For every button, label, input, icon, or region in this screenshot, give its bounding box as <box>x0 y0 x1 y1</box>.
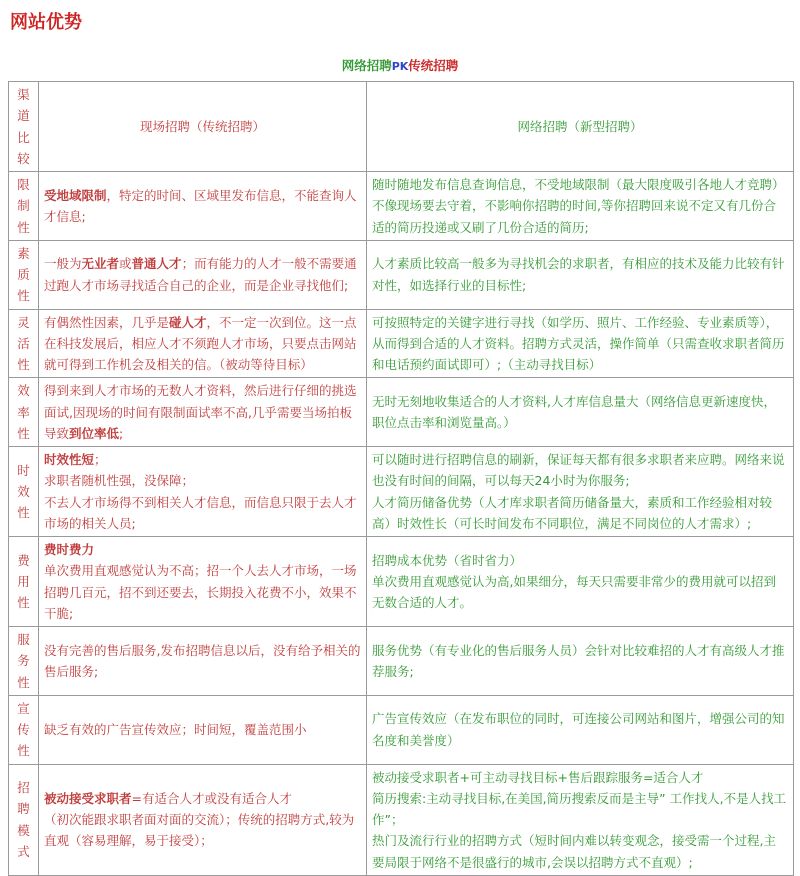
channel-header: 渠 道 比 较 <box>9 82 39 172</box>
online-cell: 无时无刻地收集适合的人才资料,人才库信息量大（网络信息更新速度快，职位点击率和浏览量高。） <box>367 378 794 447</box>
table-row <box>9 764 794 875</box>
table-row <box>9 240 794 309</box>
online-cell: 随时随地发布信息查询信息，不受地域限制（最大限度吸引各地人才竞聘）不像现场要去守着，不影响你招聘的时间,等你招聘回来说不定又有几份合适的简历投递或又刷了几份合适的简历; <box>367 172 794 241</box>
online-cell: 人才素质比较高一般多为寻找机会的求职者，有相应的技术及能力比较有针对性，如选择行业的目标性; <box>367 240 794 309</box>
table-row <box>9 627 794 696</box>
traditional-cell: 被动接受求职者=有适合人才或没有适合人才 （初次能跟求职者面对面的交流）；传统的招聘方式,较为直观（容易理解，易于接受）； <box>39 764 367 875</box>
online-cell: 服务优势（有专业化的售后服务人员）会针对比较难招的人才有高级人才推荐服务; <box>367 627 794 696</box>
header-row <box>9 82 794 172</box>
table-row <box>9 309 794 378</box>
row-label: 限 制 性 <box>9 172 39 241</box>
online-cell: 被动接受求职者+可主动寻找目标+售后跟踪服务=适合人才 简历搜索:主动寻找目标,在美国,简历搜索反而是主导” 工作找人,不是人找工作”； 热门及流行行业的招聘方式（短时间内难以转变观念，接受需一个过程,主要局限于网络不是很盛行的城市,会误以招聘方式不直观）; <box>367 764 794 875</box>
row-label: 素 质 性 <box>9 240 39 309</box>
table-row <box>9 537 794 627</box>
traditional-cell: 费时费力 单次费用直观感觉认为不高；招一个人去人才市场，一场招聘几百元，招不到还要去，长期投入花费不小，效果不干脆; <box>39 537 367 627</box>
traditional-cell: 一般为无业者或普通人才；而有能力的人才一般不需要通过跑人才市场寻找适合自己的企业，而是企业寻找他们; <box>39 240 367 309</box>
traditional-column-header: 现场招聘（传统招聘） <box>39 82 367 172</box>
table-caption <box>0 56 800 74</box>
row-label: 时 效 性 <box>9 447 39 537</box>
traditional-cell: 时效性短； 求职者随机性强，没保障； 不去人才市场得不到相关人才信息，而信息只限于去人才市场的相关人员; <box>39 447 367 537</box>
caption-pk-label: PK <box>391 60 409 73</box>
online-cell: 可按照特定的关键字进行寻找（如学历、照片、工作经验、专业素质等），从而得到合适的人才资料。招聘方式灵活，操作简单（只需查收求职者简历和电话预约面试即可）;（主动寻找目标） <box>367 309 794 378</box>
traditional-cell: 没有完善的售后服务,发布招聘信息以后，没有给予相关的售后服务; <box>39 627 367 696</box>
online-cell: 广告宣传效应（在发布职位的同时，可连接公司网站和图片，增强公司的知名度和美誉度） <box>367 695 794 764</box>
row-label: 效 率 性 <box>9 378 39 447</box>
page-title: 网站优势 <box>10 12 82 33</box>
row-label: 宣 传 性 <box>9 695 39 764</box>
table-row <box>9 172 794 241</box>
row-label: 招 聘 模 式 <box>9 764 39 875</box>
row-label: 灵 活 性 <box>9 309 39 378</box>
table-row <box>9 695 794 764</box>
comparison-table-body <box>9 82 794 876</box>
caption-online-label: 网络招聘 <box>341 58 392 73</box>
table-row <box>9 447 794 537</box>
row-label: 服 务 性 <box>9 627 39 696</box>
online-column-header: 网络招聘（新型招聘） <box>367 82 794 172</box>
comparison-table <box>8 81 794 876</box>
traditional-cell: 得到来到人才市场的无数人才资料，然后进行仔细的挑选面试,因现场的时间有限制面试率不高,几乎需要当场拍板导致到位率低; <box>39 378 367 447</box>
caption-traditional-label: 传统招聘 <box>408 58 459 73</box>
table-row <box>9 378 794 447</box>
traditional-cell: 有偶然性因素，几乎是碰人才，不一定一次到位。这一点在科技发展后，相应人才不须跑人才市场，只要点击网站就可得到工作机会及相关的信。（被动等待目标） <box>39 309 367 378</box>
row-label: 费 用 性 <box>9 537 39 627</box>
online-cell: 可以随时进行招聘信息的刷新，保证每天都有很多求职者来应聘。网络来说也没有时间的间隔，可以每天24小时为你服务; 人才简历储备优势（人才库求职者简历储备量大，素质和工作经验相对较高）时效性长（可长时间发布不同职位，满足不同岗位的人才需求）; <box>367 447 794 537</box>
traditional-cell: 缺乏有效的广告宣传效应；时间短，覆盖范围小 <box>39 695 367 764</box>
traditional-cell: 受地域限制，特定的时间、区域里发布信息，不能查询人才信息; <box>39 172 367 241</box>
online-cell: 招聘成本优势（省时省力） 单次费用直观感觉认为高,如果细分，每天只需要非常少的费用就可以招到无数合适的人才。 <box>367 537 794 627</box>
